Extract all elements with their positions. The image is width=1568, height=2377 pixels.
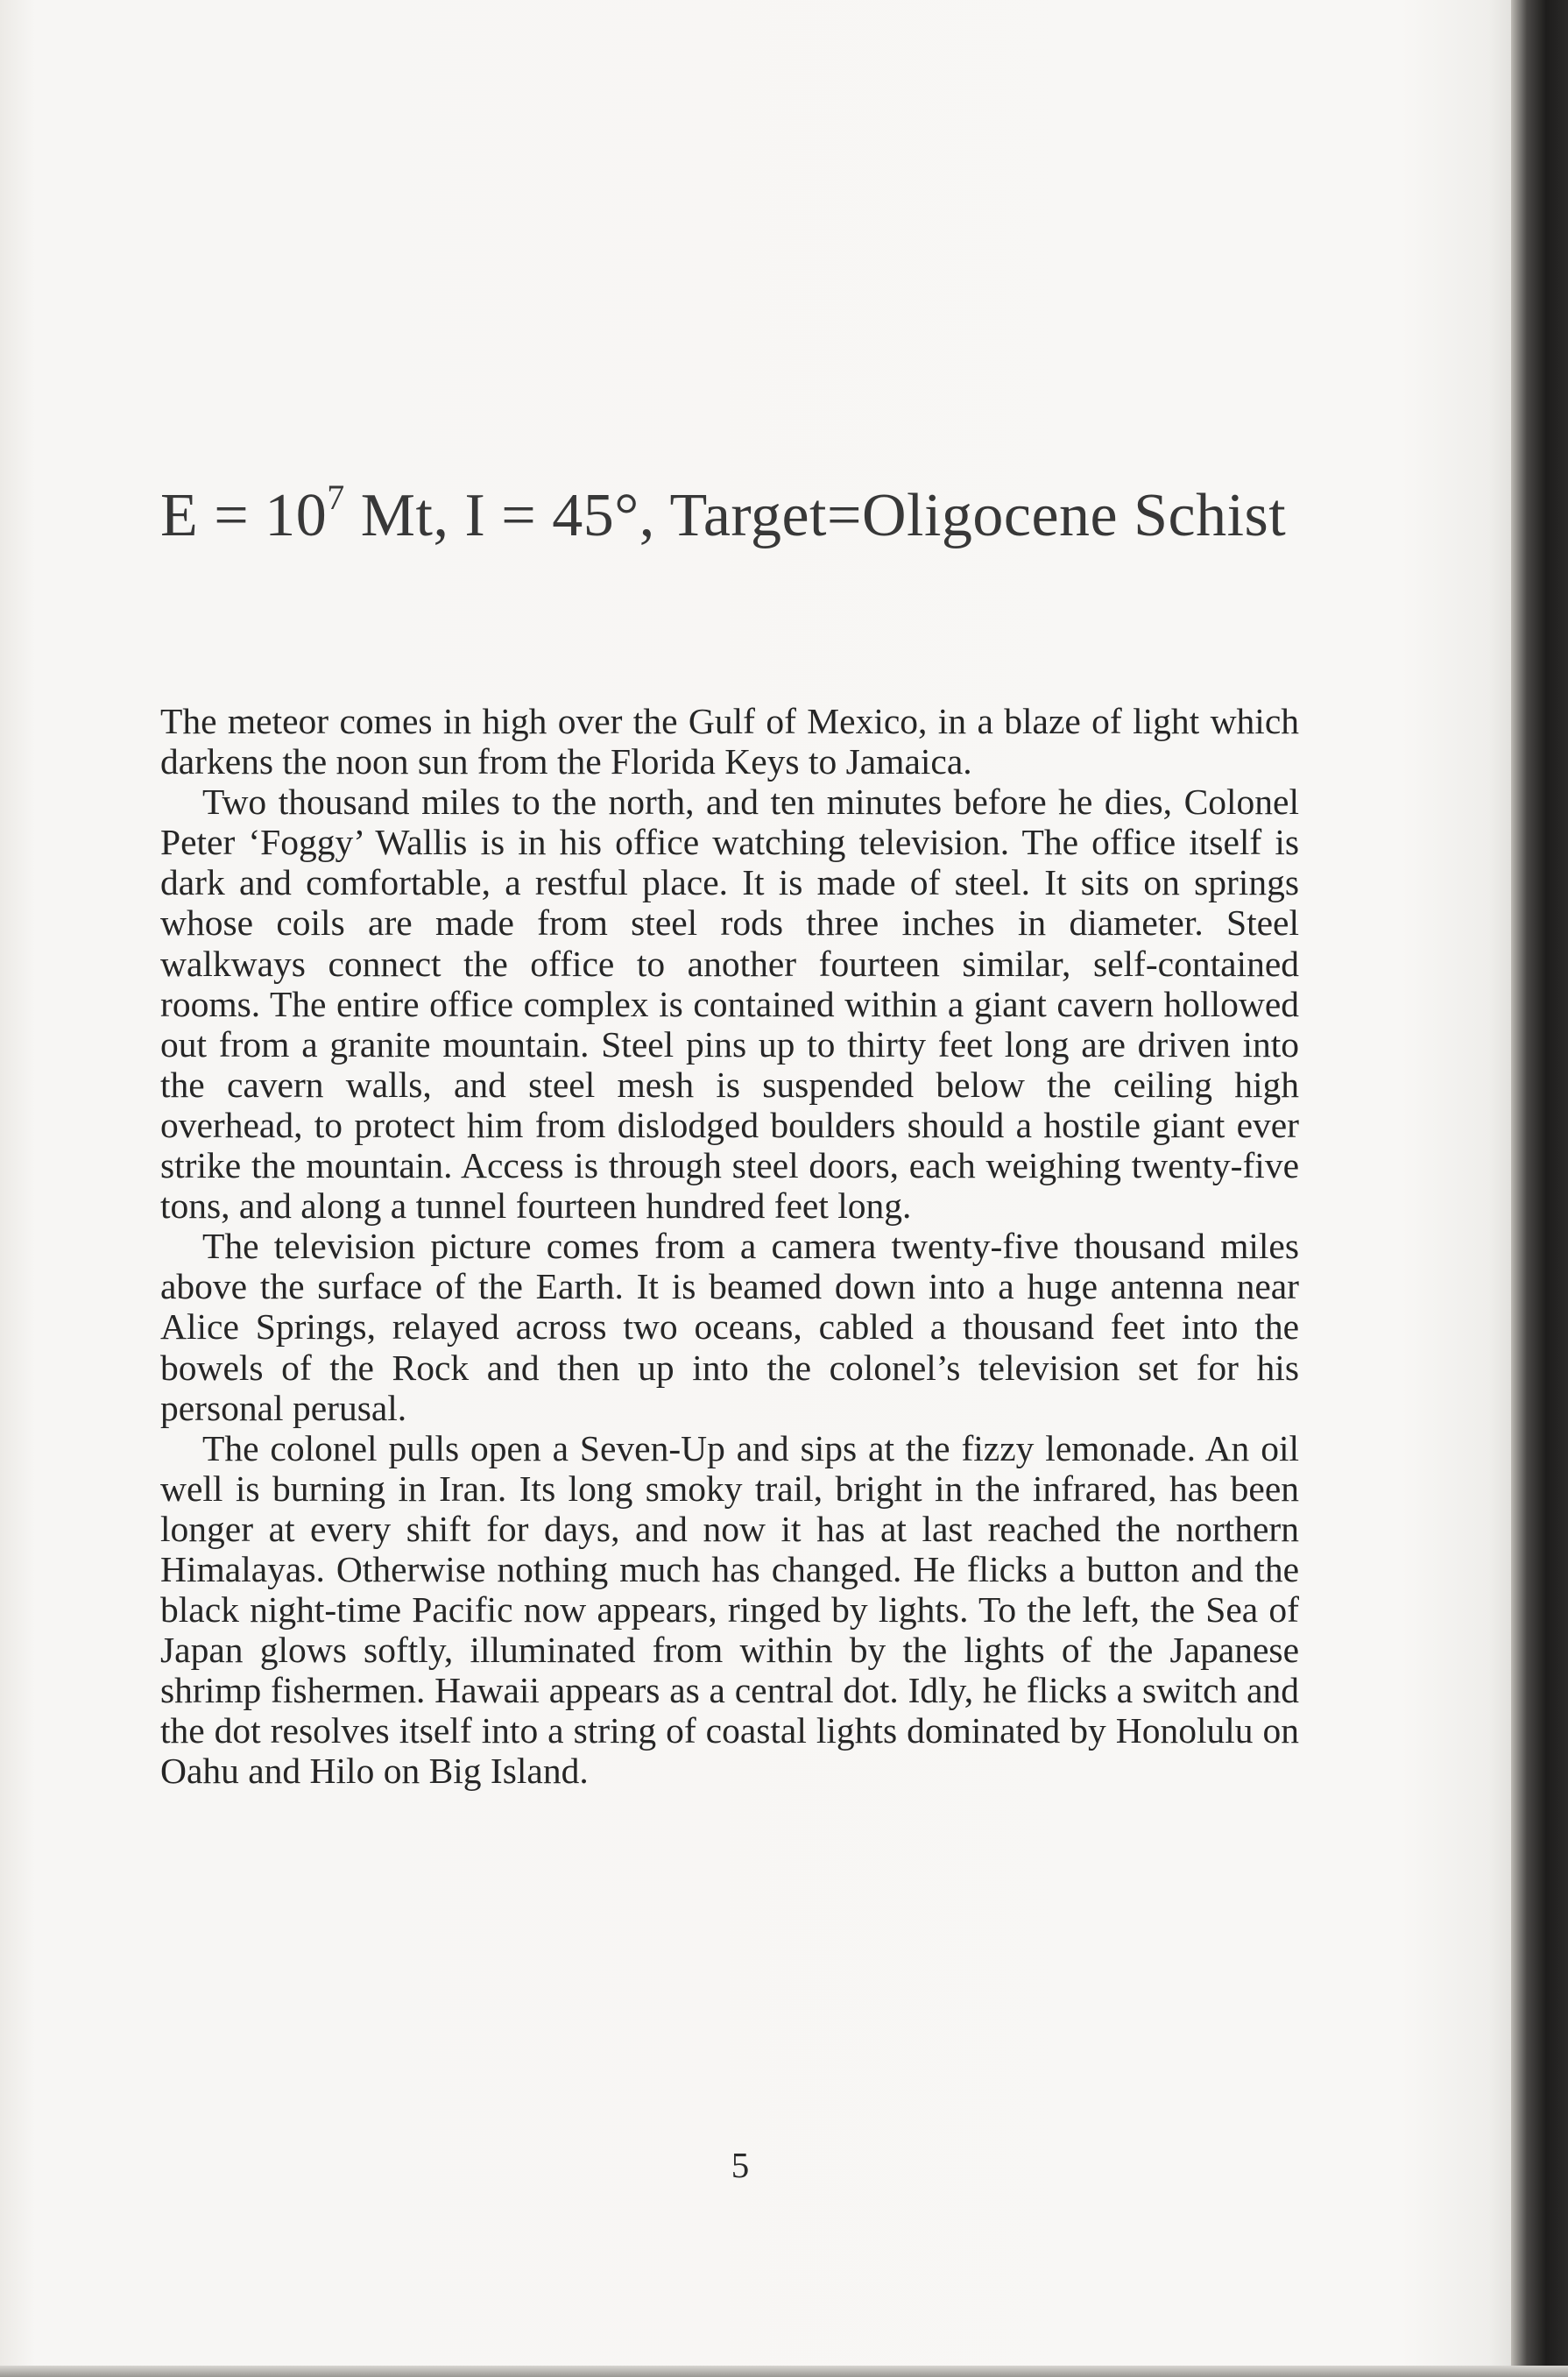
chapter-title-suffix: Mt, I = 45°, Target=Oligocene Schist: [344, 482, 1287, 549]
paragraph-opening: The meteor comes in high over the Gulf of Mexico, in a blaze of light which darkens the noon sun from the Florida Keys to Jamaica.: [160, 701, 1299, 782]
chapter-title-prefix: E = 10: [160, 482, 328, 549]
page-bottom-edge: [0, 2366, 1568, 2377]
page-number: 5: [731, 2145, 750, 2185]
chapter-title: [160, 477, 1325, 552]
book-spine-shadow: [1511, 0, 1568, 2377]
chapter-title-exponent: 7: [327, 477, 345, 517]
chapter-body: [160, 701, 1299, 1792]
paragraph: The colonel pulls open a Seven-Up and sips at the fizzy lemonade. An oil well is burning in Iran. Its long smoky trail, bright in the infrared, has been longer at every shift for days, and now it has at last reached the northern Himalayas. Otherwise nothing much has changed. He flicks a button and the black night-time Pacific now appears, ringed by lights. To the left, the Sea of Japan glows softly, illuminated from within by the lights of the Japanese shrimp fishermen. Hawaii appears as a central dot. Idly, he flicks a switch and the dot resolves itself into a string of coastal lights dominated by Honolulu on Oahu and Hilo on Big Island.: [160, 1427, 1299, 1792]
paragraph: The television picture comes from a camera twenty-five thousand miles above the surface of the Earth. It is beamed down into a huge antenna near Alice Springs, relayed across two oceans, cabled a thousand feet into the bowels of the Rock and then up into the colonel’s television set for his personal perusal.: [160, 1226, 1299, 1428]
paragraph: Two thousand miles to the north, and ten minutes before he dies, Colonel Peter ‘Foggy’ Wallis is in his office watching television. The office itself is dark and comfortable, a restful place. It is made of steel. It sits on springs whose coils are made from steel rods three inches in diameter. Steel walkways connect the office to another fourteen similar, self-contained rooms. The entire office complex is contained within a giant cavern hollowed out from a granite mountain. Steel pins up to thirty feet long are driven into the cavern walls, and steel mesh is suspended below the ceiling high overhead, to protect him from dislodged boulders should a hostile giant ever strike the mountain. Access is through steel doors, each weighing twenty-five tons, and along a tunnel fourteen hundred feet long.: [160, 782, 1299, 1227]
